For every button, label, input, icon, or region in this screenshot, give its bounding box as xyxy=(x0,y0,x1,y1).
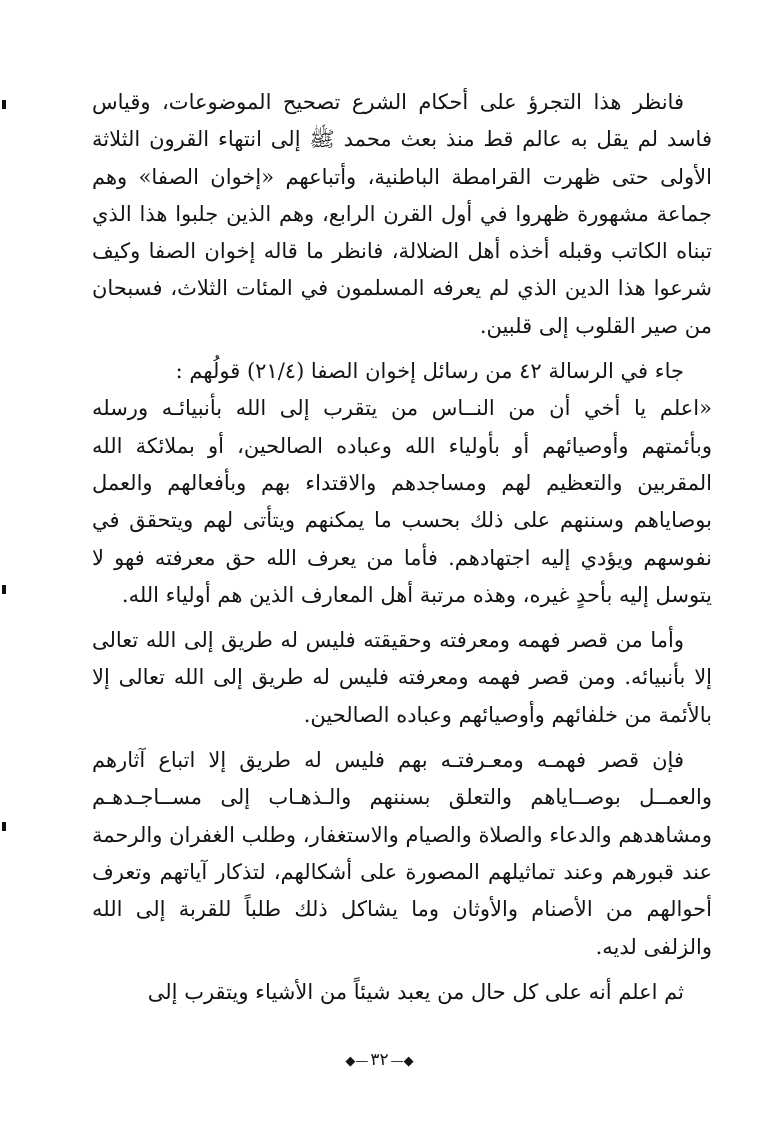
paragraph-quote-3: فإن قصر فهمـه ومعـرفتـه بهم فليس له طريق إلا اتباع آثارهم والعمــل بوصــاياهم والتعلق بسننهم والـذهـاب إلى مســاجـدهـم ومشاهدهم والدعاء والصلاة والصيام والاستغفار، وطلب الغفران والرحمة عند قبورهم وعند تماثيلهم المصورة على أشكالهم، لتذكار آياتهم وتعرف أحوالهم من الأصنام والأوثان وما يشاكل ذلك طلباً للقربة إلى الله والزلفى لديه. xyxy=(92,748,712,959)
body-text xyxy=(92,84,712,1011)
scan-edge-mark xyxy=(2,822,6,831)
scan-edge-mark xyxy=(2,100,6,109)
page-number-footer xyxy=(0,1050,759,1070)
paragraph-quote-4: ثم اعلم أنه على كل حال من يعبد شيئاً من الأشياء ويتقرب إلى xyxy=(147,979,684,1004)
paragraph-quote-2: وأما من قصر فهمه ومعرفته وحقيقته فليس له طريق إلى الله تعالى إلا بأنبيائه. ومن قصر فهمه ومعرفته فليس له طريق إلى الله تعالى إلا بالأئمة من خلفائهم وأوصيائهم وعباده الصالحين. xyxy=(92,628,712,727)
paragraph-intro: فانظر هذا التجرؤ على أحكام الشرع تصحيح الموضوعات، وقياس فاسد لم يقل به عالم قط منذ بعث محمد ﷺ إلى انتهاء القرون الثلاثة الأولى حتى ظهرت القرامطة الباطنية، وأتباعهم «إخوان الصفا» وهم جماعة مشهورة ظهروا في أول القرن الرابع، وهم الذين جلبوا هذا الذي تبناه الكاتب وقبله أخذه أهل الضلالة، فانظر ما قاله إخوان الصفا وكيف شرعوا هذا الدين الذي لم يعرفه المسلمون في المئات الثلاث، فسبحان من صير القلوب إلى قلبين. xyxy=(92,90,712,338)
paragraph-quote-1: «اعلم يا أخي أن من النــاس من يتقرب إلى الله بأنبيائـه ورسله وبأئمتهم وأوصيائهم أو بأولياء الله وعباده الصالحين، أو بملائكة الله المقربين والتعظيم لهم ومساجدهم والاقتداء بهم وبأفعالهم والعمل بوصاياهم وسننهم على ذلك بحسب ما يمكنهم ويتأتى لهم ويتحقق في نفوسهم ويؤدي إليه اجتهادهم. فأما من يعرف الله حق معرفته فهو لا يتوسل إليه بأحدٍ غيره، وهذه مرتبة أهل المعارف الذين هم أولياء الله. xyxy=(92,396,712,607)
footer-ornament-right: ◆— xyxy=(390,1054,414,1069)
scan-edge-mark xyxy=(2,585,6,594)
paragraph-citation: جاء في الرسالة ٤٢ من رسائل إخوان الصفا (٢١/٤) قولُهم : xyxy=(175,359,684,384)
footer-ornament-left: —◆ xyxy=(345,1054,369,1069)
page-number: ٣٢ xyxy=(370,1050,389,1070)
